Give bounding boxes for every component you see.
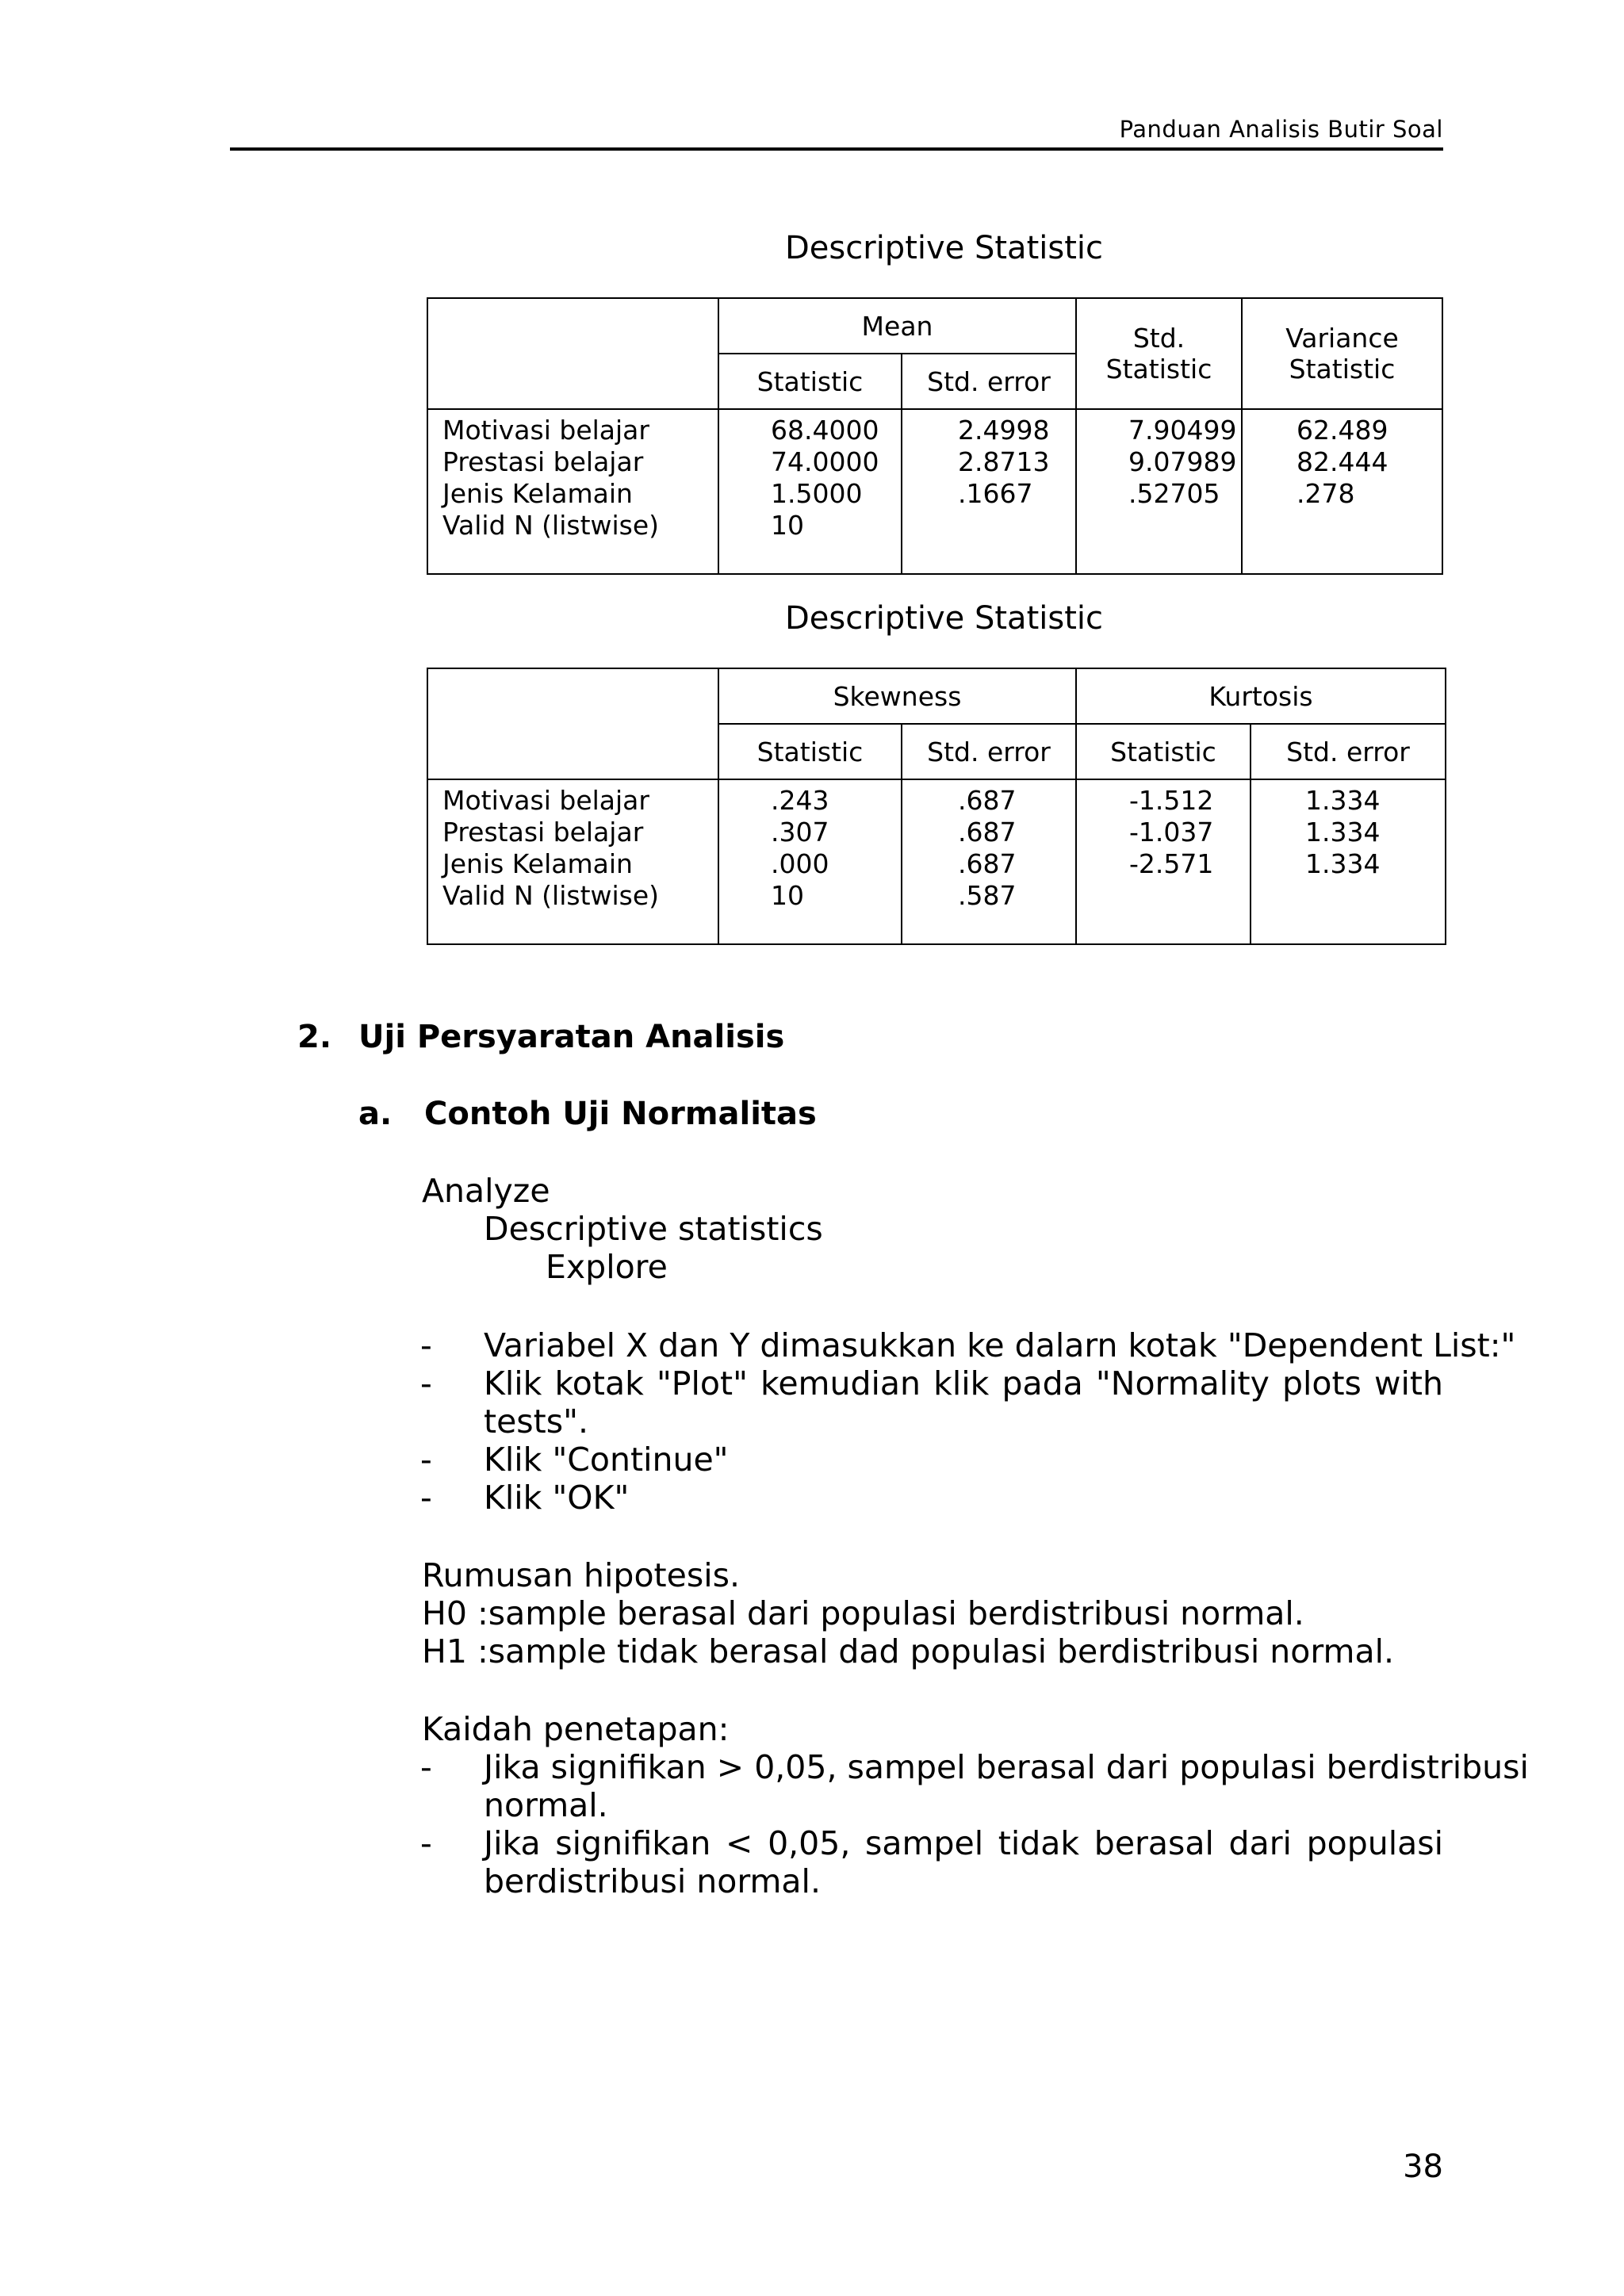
header-rule xyxy=(230,147,1443,151)
table2-kurt-value: -1.512 xyxy=(1129,785,1214,816)
table1-labels-cell xyxy=(427,409,718,574)
table1-header-std xyxy=(1076,298,1242,409)
hypothesis-h0: H0 :sample berasal dari populasi berdistribusi normal. xyxy=(422,1594,1304,1632)
table1-header-var-line2: Statistic xyxy=(1289,354,1396,385)
table2-kurt-value xyxy=(1129,880,1250,912)
table2-row-label: Motivasi belajar xyxy=(442,785,649,816)
table1-se-value: .1667 xyxy=(958,478,1033,509)
table1-se-value xyxy=(958,510,1075,541)
table1-mean-value: 1.5000 xyxy=(771,478,863,509)
rule-dash: - xyxy=(420,1824,432,1862)
table2-skew-value: 10 xyxy=(771,880,804,911)
table1-std-cell xyxy=(1076,409,1242,574)
table1-row-label: Motivasi belajar xyxy=(442,415,649,446)
table2-skew-cell xyxy=(718,779,902,944)
menu-analyze: Analyze xyxy=(422,1172,550,1210)
table1-corner-cell xyxy=(427,298,718,409)
table1-title: Descriptive Statistic xyxy=(785,230,1103,266)
table1-se-value: 2.4998 xyxy=(958,415,1050,446)
rule1-text-continuation: normal. xyxy=(484,1786,608,1824)
rule-dash: - xyxy=(420,1748,432,1786)
table1-header-std-line1: Std. xyxy=(1132,323,1185,354)
table2-kurt-se-value: 1.334 xyxy=(1305,817,1381,848)
menu-explore: Explore xyxy=(546,1248,668,1286)
table2-header-skew-statistic: Statistic xyxy=(718,724,902,779)
table2-kurt-se-value xyxy=(1305,880,1445,912)
step-text-continuation: tests". xyxy=(484,1402,588,1441)
table2-skew-se-value: .687 xyxy=(958,817,1017,848)
table2-kurt-value: -2.571 xyxy=(1129,848,1214,879)
table1-mean-value: 68.4000 xyxy=(771,415,879,446)
table2-kurt-cell xyxy=(1076,779,1251,944)
table1-var-value: 62.489 xyxy=(1297,415,1388,446)
hypothesis-heading: Rumusan hipotesis. xyxy=(422,1556,740,1594)
table2-kurt-se-value: 1.334 xyxy=(1305,848,1381,879)
step-dash: - xyxy=(420,1364,432,1402)
table1-mean-cell xyxy=(718,409,902,574)
table1-descriptive-statistic xyxy=(427,297,1443,575)
section-number: 2. xyxy=(297,1019,332,1055)
table1-row-label: Jenis Kelamain xyxy=(442,478,633,509)
table2-header-kurtosis: Kurtosis xyxy=(1076,668,1446,724)
step-text: Klik kotak "Plot" kemudian klik pada "Normality plots with xyxy=(484,1364,1443,1402)
table2-row-label: Valid N (listwise) xyxy=(442,880,660,911)
subsection-letter: a. xyxy=(358,1096,393,1132)
table2-skew-se-value: .687 xyxy=(958,785,1017,816)
table2-labels-cell xyxy=(427,779,718,944)
step-dash: - xyxy=(420,1479,432,1517)
table2-header-kurt-statistic: Statistic xyxy=(1076,724,1251,779)
table2-skew-value: .307 xyxy=(771,817,829,848)
table1-header-var-line1: Variance xyxy=(1285,323,1399,354)
step-text: Variabel X dan Y dimasukkan ke dalarn kotak "Dependent List:" xyxy=(484,1326,1516,1364)
rule1-text: Jika signifikan > 0,05, sampel berasal dari populasi berdistribusi xyxy=(484,1748,1529,1786)
subsection-title: Contoh Uji Normalitas xyxy=(424,1096,817,1132)
rule-heading: Kaidah penetapan: xyxy=(422,1710,730,1748)
page-number: 38 xyxy=(1403,2149,1443,2185)
table1-row-label: Valid N (listwise) xyxy=(442,510,660,541)
table1-se-cell xyxy=(902,409,1076,574)
table1-std-value xyxy=(1128,510,1241,541)
step-dash: - xyxy=(420,1326,432,1364)
menu-descriptive-statistics: Descriptive statistics xyxy=(484,1210,823,1248)
hypothesis-h1: H1 :sample tidak berasal dad populasi berdistribusi normal. xyxy=(422,1632,1394,1670)
table2-kurt-value: -1.037 xyxy=(1129,817,1214,848)
table1-se-value: 2.8713 xyxy=(958,446,1050,477)
table1-var-cell xyxy=(1242,409,1442,574)
table2-header-kurt-std-error: Std. error xyxy=(1251,724,1446,779)
table1-mean-value: 74.0000 xyxy=(771,446,879,477)
running-header: Panduan Analisis Butir Soal xyxy=(1119,116,1443,143)
table2-skew-se-value: .587 xyxy=(958,880,1017,911)
table1-header-statistic: Statistic xyxy=(718,354,902,409)
table1-header-mean: Mean xyxy=(718,298,1076,354)
table1-row-label: Prestasi belajar xyxy=(442,446,644,477)
table2-row-label: Jenis Kelamain xyxy=(442,848,633,879)
table2-header-skew-std-error: Std. error xyxy=(902,724,1076,779)
table1-var-value xyxy=(1297,510,1442,541)
table2-skew-value: .000 xyxy=(771,848,829,879)
table2-row-label: Prestasi belajar xyxy=(442,817,644,848)
table1-std-value: 9.07989 xyxy=(1128,446,1237,477)
step-text: Klik "Continue" xyxy=(484,1441,729,1479)
step-dash: - xyxy=(420,1441,432,1479)
table1-var-value: .278 xyxy=(1297,478,1355,509)
table1-std-value: 7.90499 xyxy=(1128,415,1237,446)
step-text: Klik "OK" xyxy=(484,1479,630,1517)
table2-skew-value: .243 xyxy=(771,785,829,816)
table1-header-std-error: Std. error xyxy=(902,354,1076,409)
table2-skew-se-value: .687 xyxy=(958,848,1017,879)
table1-header-std-line2: Statistic xyxy=(1105,354,1212,385)
table2-kurt-se-value: 1.334 xyxy=(1305,785,1381,816)
table1-std-value: .52705 xyxy=(1128,478,1220,509)
table2-corner-cell xyxy=(427,668,718,779)
table2-kurt-se-cell xyxy=(1251,779,1446,944)
table2-skew-se-cell xyxy=(902,779,1076,944)
table1-mean-value: 10 xyxy=(771,510,804,541)
table2-title: Descriptive Statistic xyxy=(785,600,1103,637)
rule2-text-continuation: berdistribusi normal. xyxy=(484,1862,821,1900)
table2-descriptive-statistic xyxy=(427,668,1446,945)
section-title: Uji Persyaratan Analisis xyxy=(358,1019,785,1055)
table2-header-skewness: Skewness xyxy=(718,668,1076,724)
table1-var-value: 82.444 xyxy=(1297,446,1388,477)
table1-header-variance xyxy=(1242,298,1442,409)
rule2-text: Jika signifikan < 0,05, sampel tidak berasal dari populasi xyxy=(484,1824,1443,1862)
